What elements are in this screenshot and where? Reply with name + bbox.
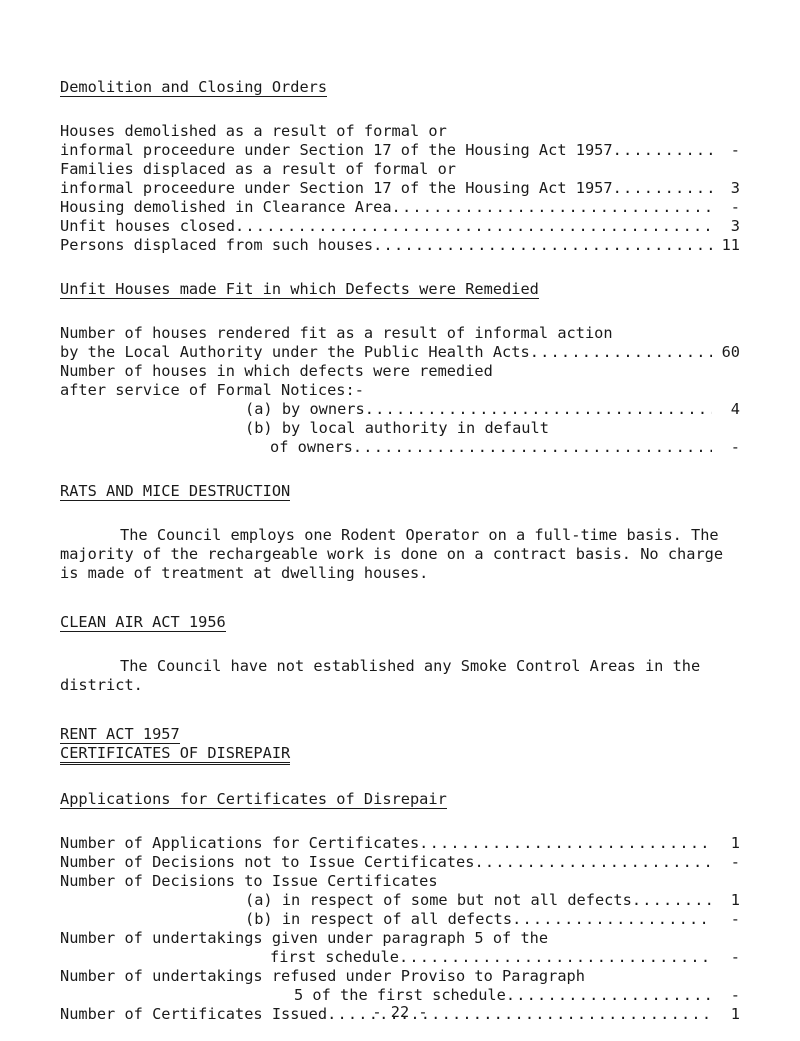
rent-act-heading: RENT ACT 1957 (60, 725, 180, 743)
unfit-value-sub-a: 4 (730, 400, 740, 418)
clean-air-heading: CLEAN AIR ACT 1956 (60, 613, 226, 631)
unfit-row-2b: after service of Formal Notices:- (60, 381, 364, 399)
rent-row-6: Number of Certificates Issued ..... 1 (60, 1005, 740, 1024)
clean-air-paragraph: The Council have not established any Smoke Control Areas in the district. (60, 657, 701, 694)
rent-value-6: 1 (730, 1005, 740, 1023)
demolition-row-2a: Families displaced as a result of formal or (60, 160, 457, 178)
rent-value-1: 1 (730, 834, 740, 852)
rent-value-sub-a: 1 (730, 891, 740, 909)
demolition-value-3: - (730, 198, 740, 216)
rent-row-2: Number of Decisions not to Issue Certificates ..... - (60, 853, 740, 872)
rent-row-5a: Number of undertakings refused under Proviso to Paragraph (60, 967, 585, 985)
demolition-row-5: Persons displaced from such houses ..... 11 (60, 236, 740, 255)
unfit-heading: Unfit Houses made Fit in which Defects were Remedied (60, 280, 539, 298)
certificates-heading: CERTIFICATES OF DISREPAIR (60, 744, 290, 765)
rats-heading: RATS AND MICE DESTRUCTION (60, 482, 291, 500)
unfit-row-sub-b2: of owners ..... - (60, 438, 740, 457)
rent-value-5: - (730, 986, 740, 1004)
rent-row-1: Number of Applications for Certificates ..... 1 (60, 834, 740, 853)
demolition-value-4: 3 (730, 217, 740, 235)
rent-value-sub-b: - (730, 910, 740, 928)
demolition-row-3: Housing demolished in Clearance Area ..... - (60, 198, 740, 217)
demolition-row-4: Unfit houses closed ..... 3 (60, 217, 740, 236)
demolition-row-1b: informal proceedure under Section 17 of the Housing Act 1957 ..... - (60, 141, 740, 160)
unfit-row-2a: Number of houses in which defects were remedied (60, 362, 493, 380)
rent-row-5b: 5 of the first schedule ..... - (60, 986, 740, 1005)
rent-value-4: - (730, 948, 740, 966)
demolition-row-2b: informal proceedure under Section 17 of the Housing Act 1957 ..... 3 (60, 179, 740, 198)
document-page (60, 78, 740, 1024)
rats-paragraph: The Council employs one Rodent Operator on a full-time basis. The majority of the rechargeable work is done on a contract basis. No charge is made of treatment at dwelling houses. (60, 526, 724, 582)
unfit-value-sub-b: - (730, 438, 740, 456)
demolition-value-1: - (730, 141, 740, 159)
applications-subheading: Applications for Certificates of Disrepair (60, 790, 447, 808)
unfit-value-1: 60 (721, 343, 740, 361)
rent-row-sub-a: (a) in respect of some but not all defects ..... 1 (60, 891, 740, 910)
unfit-row-1b: by the Local Authority under the Public Health Acts ..... 60 (60, 343, 740, 362)
demolition-value-2: 3 (730, 179, 740, 197)
unfit-row-sub-b1: (b) by local authority in default (245, 419, 549, 437)
rent-value-2: - (730, 853, 740, 871)
demolition-heading: Demolition and Closing Orders (60, 78, 328, 96)
demolition-row-1a: Houses demolished as a result of formal or (60, 122, 447, 140)
rent-row-4b: first schedule ..... - (60, 948, 740, 967)
rent-row-4a: Number of undertakings given under paragraph 5 of the (60, 929, 549, 947)
rent-row-3: Number of Decisions to Issue Certificates (60, 872, 438, 890)
page-number: - 22 - (372, 1003, 428, 1021)
unfit-row-1a: Number of houses rendered fit as a result of informal action (60, 324, 613, 342)
unfit-row-sub-a: (a) by owners ..... 4 (60, 400, 740, 419)
rent-row-sub-b: (b) in respect of all defects ..... - (60, 910, 740, 929)
demolition-value-5: 11 (721, 236, 740, 254)
